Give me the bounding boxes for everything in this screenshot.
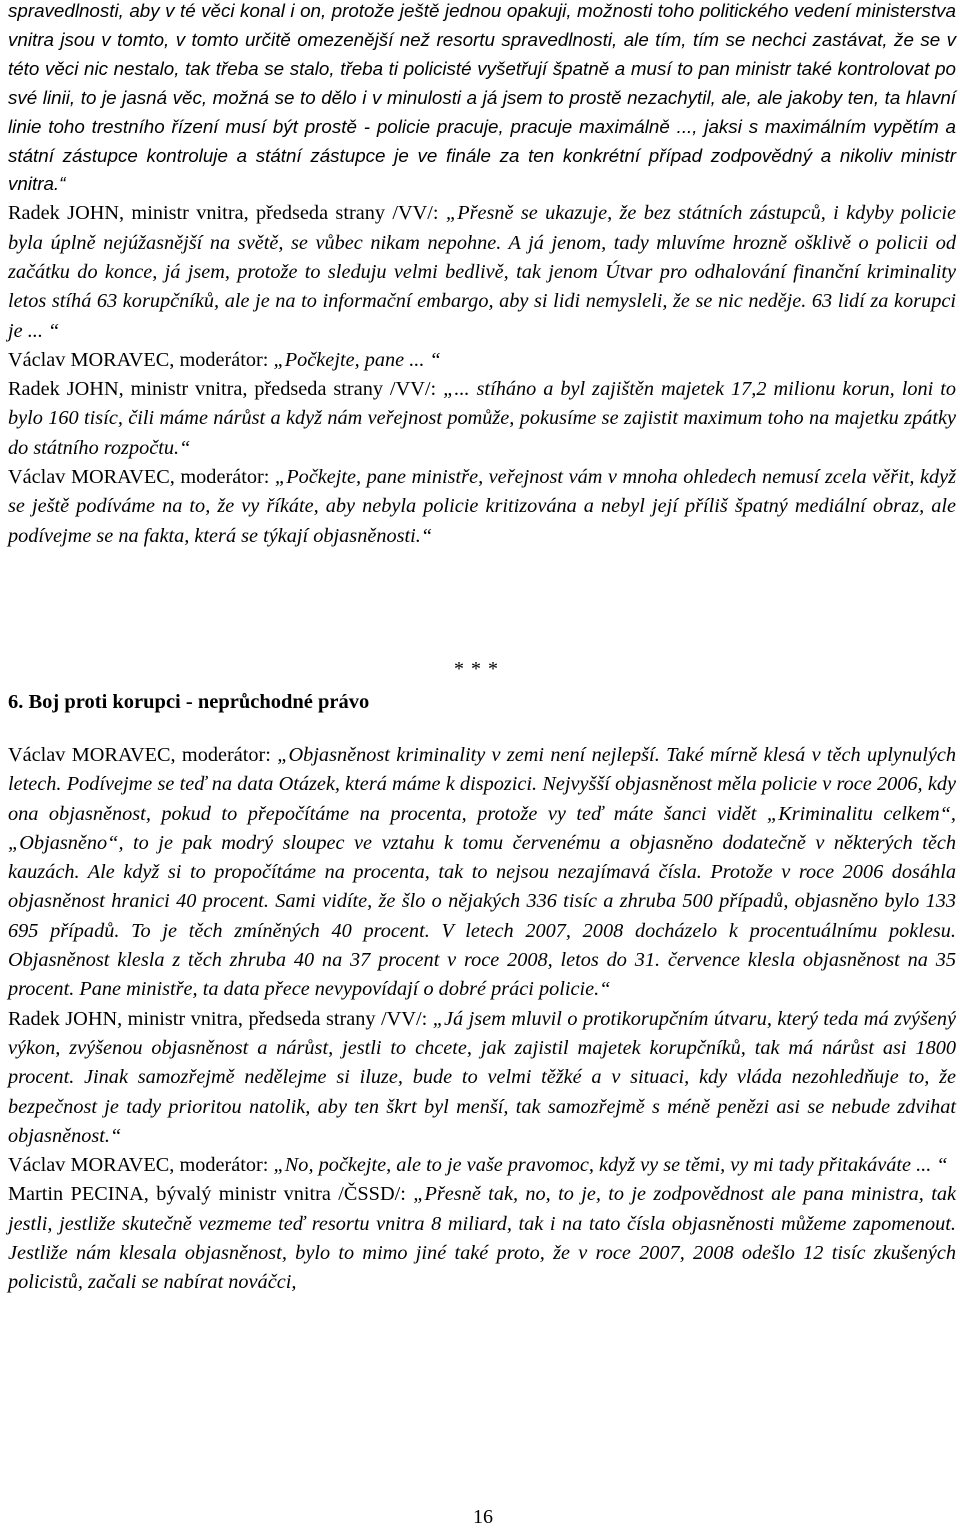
transcript-section-1 (8, 0, 956, 551)
paragraph-moravec-3 (8, 741, 956, 1005)
speaker-label: Václav MORAVEC, moderátor: (8, 466, 275, 489)
speaker-label: Václav MORAVEC, moderátor: (8, 744, 278, 766)
paragraph-moravec-1 (8, 346, 956, 375)
paragraph-john-2 (8, 375, 956, 463)
speech-text: „Přesně se ukazuje, že bez státních zástupců, i kdyby policie byla úplně nejúžasnější na světě, se vůbec nikam nepohne. A já jenom, tady mluvíme hrozně ošklivě o policii od začátku do konce, já jsem, protože to sleduju velmi bedlivě, tak jenom Útvar pro odhalování finanční kriminality letos stíhá 63 korupčníků, ale je na to informační embargo, aby si lidi nemysleli, že se nic neděje. 63 lidí za korupci je ... “ (8, 202, 956, 342)
speaker-label: Radek JOHN, ministr vnitra, předseda strany /VV/: (8, 378, 444, 401)
paragraph-john-3 (8, 1005, 956, 1151)
speech-text: „... stíháno a byl zajištěn majetek 17,2 milionu korun, loni to bylo 160 tisíc, čili máme nárůst a když nám veřejnost pomůže, pokusíme se zajistit maximum toho na majetku zpátky do státního rozpočtu.“ (8, 378, 956, 459)
speech-text: „Počkejte, pane ... “ (273, 348, 441, 371)
document-page (8, 0, 956, 1530)
paragraph-moravec-4 (8, 1151, 956, 1180)
speaker-label: Radek JOHN, ministr vnitra, předseda strany /VV/: (8, 202, 446, 225)
speaker-label: Václav MORAVEC, moderátor: (8, 348, 274, 371)
paragraph-john-1 (8, 199, 956, 345)
speech-text: „Počkejte, pane ministře, veřejnost vám v mnoha ohledech nemusí zcela věřit, když se ještě podíváme na to, že vy říkáte, aby nebyla policie kritizována a nebyl její příliš špatný mediální obraz, ale podívejme se na fakta, která se týkají objasněnosti.“ (8, 466, 956, 547)
speaker-label: Martin PECINA, bývalý ministr vnitra /ČSSD/: (8, 1183, 414, 1206)
speech-text: „No, počkejte, ale to je vaše pravomoc, když vy se těmi, vy mi tady přitakáváte ... “ (273, 1154, 948, 1177)
paragraph-continued-speech: spravedlnosti, aby v té věci konal i on, protože ještě jednou opakuji, možnosti toho politického vedení ministerstva vnitra jsou v tomto, v tomto určitě omezenější než resortu spravedlnosti, ale tím, tím se nechci zastávat, že se v této věci nic nestalo, tak třeba se stalo, třeba ti policisté vyšetřují špatně a musí to pan ministr také kontrolovat po své linii, to je jasná věc, možná se to dělo i v minulosti a já jsem to prostě nezachytil, ale, ale jakoby ten, ta hlavní linie toho trestního řízení musí být prostě - policie pracuje, pracuje maximálně ..., jaksi s maximálním vypětím a státní zástupce kontroluje a státní zástupce je ve finále za ten konkrétní případ zodpovědný a nikoliv ministr vnitra.“ (8, 0, 956, 195)
section-heading: 6. Boj proti korupci - neprůchodné právo (8, 691, 370, 713)
speech-text: „Přesně tak, no, to je, to je zodpovědnost ale pana ministra, tak jestli, jestliže skutečně vezmeme teď resortu vnitra 8 miliard, tak i na tato čísla objasněnosti můžeme zapomenout. Jestliže nám klesala objasněnost, bylo to mimo jiné také proto, že v roce 2007, 2008 odešlo 12 tisíc zkušených policistů, začali se nabírat nováčci, (8, 1183, 956, 1294)
speaker-label: Radek JOHN, ministr vnitra, předseda strany /VV/: (8, 1007, 433, 1030)
speech-text: „Já jsem mluvil o protikorupčním útvaru, který teda má zvýšený výkon, zvýšenou objasněnost a nárůst, jestli to chcete, jak zajistil majetek korupčníků, tak má nárůst asi 1800 procent. Jinak samozřejmě nedělejme si iluze, bude to velmi těžké a v situaci, kdy vláda nezohledňuje to, že bezpečnost je tady prioritou natolik, aby ten škrt byl menší, tak samozřejmě s méně penězi asi se nebude zdvihat objasněnost.“ (8, 1007, 957, 1147)
paragraph-moravec-2 (8, 463, 956, 551)
transcript-section-2 (8, 741, 956, 1298)
paragraph-pecina-1 (8, 1180, 956, 1297)
page-number: 16 (473, 1506, 493, 1528)
speech-text: „Objasněnost kriminality v zemi není nejlepší. Také mírně klesá v těch uplynulých letech. Podívejme se teď na data Otázek, která máme k dispozici. Nejvyšší objasněnost měla policie v roce 2006, kdy ona objasněnost, pokud to přepočítáme na procenta, protože vy teď máte šanci vidět „Kriminalitu celkem“, „Objasněno“, to je pak modrý sloupec ve vztahu k tomu červenému a objasněno dodatečně v některých těch kauzách. Ale když si to propočítáme na procenta, tak to nejsou nezajímavá čísla. Protože v roce 2006 dosáhla objasněnost hranici 40 procent. Sami vidíte, že šlo o nějakých 336 tisíc a zhruba 500 případů, objasněno bylo 133 695 případů. To je těch zmíněných 40 procent. V letech 2007, 2008 docházelo k procentuálnímu poklesu. Objasněnost klesla z těch zhruba 40 na 37 procent v roce 2008, letos do 31. července klesla objasněnost na 35 procent. Pane ministře, ta data přece nevypovídají o dobré práci policie.“ (8, 744, 956, 1001)
speaker-label: Václav MORAVEC, moderátor: (8, 1154, 274, 1177)
section-separator: * * * (454, 658, 499, 680)
